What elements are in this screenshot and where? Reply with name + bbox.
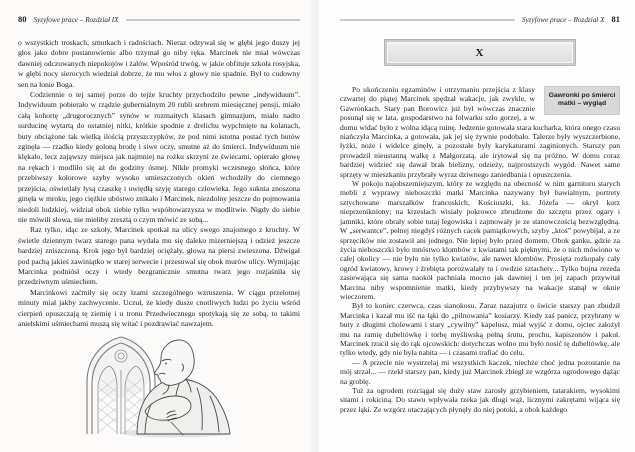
left-running-title: Syzyfowe prace – Rozdział IX	[33, 15, 119, 24]
left-page-number: 80	[18, 14, 27, 24]
paragraph: Raz tylko, idąc ze szkoły, Marcinek spotkał na ulicy swego znajomego z kruchty. W świetle dziennym twarz starego pana wydała mu się daleko mizerniejszą i odzież jeszcze bardziej zniszczoną. Krok jego był bardziej ociężały, głowa na piersi zwieszona. Dźwigał pod pachą jakieś zawiniątko w starej serwecie i przesuwał się obok murów ulicy. Wymijając Marcinka podniósł oczy i wtedy bezgranicznie smutna twarz jego rozjaśniła się przedziwnym uśmiechem.	[18, 225, 300, 287]
right-page-number: 81	[611, 14, 620, 24]
paragraph: Był to koniec czerwca, czas sianokosu. Zaraz nazajutrz o świcie starszy pan zbudził Marcinka i kazał mu iść na łąki do „pilnowania” kosiarzy. Kiedy zaś panicz, przybrany w buty z długimi cholewami i stary „cywilny” kapelusz, miał wyjść z domu, ojciec założył mu na ramię dubeltówkę i torbę myśliwską pełną śrutu, prochu, kapiszonów i pakuł. Marcinek rzucił się do rąk ojcowskich: dotychczas wolno mu było nosić tę dubeltówkę, ale tylko wtedy, gdy nie była nabita — i czasami trafiać do celu.	[340, 301, 620, 358]
paragraph: — A przecie nie wystrzelaj mi wszystkich kaczek, niechże choć jedna pozostanie na mój strzał... — rzekł starszy pan, kiedy już Marcinek zbiegł ze wzgórza ogrodowego dążąc na groblę.	[340, 357, 620, 386]
paragraph: Codziennie o tej samej porze do tejże kruchty przychodziło pewne „indywiduum”. Indywiduum pobierało w rządzie gubernialnym 20 rubli srebrem miesięcznej pensji, miało całą kohortę „drugorocznych” synów w rozmaitych klasach gimnazjum, miało nadto surducinę wytartą do ostatniej nitki, krótkie spodnie z drelichu wypchnięte na kolanach, buty obciążone tak wielką ilością przyszczypków, że pod nimi istotna postać tych butów zginęła — rzadko kiedy goloną brodę i siwe oczy, smutne aż do śmierci. Indywiduum nie klękało, lecz zająwszy miejsca jak najmniej na rożku skrzyni ze świecami, opierało głowę na rękach i modliło się aż do godziny ósmej. Nikłe promyki wczesnego słońca, które przebiwszy kolorowe szyby wysoko umieszczonych okien wchodziły do ciemnego przejścia, oświetlały łysą czaszkę i uwiędłą szyję starego człowieka. Jego suknia znoszona ginęła w mroku, jego ciężkie ubóstwo znikało i Marcinek, niezdolny jeszcze do pojmowania niedoli ludzkiej, widział obok siebie tylko współtowarzysza w modlitwie. Nigdy do siebie nie mówili słowa, nie mieliby zresztą o czym mówić ze sobą...	[18, 90, 300, 224]
left-page-body	[18, 38, 300, 329]
chapter-heading-box	[384, 39, 576, 66]
right-running-title: Syzyfowe prace – Rozdział X	[521, 15, 605, 24]
right-page	[318, 0, 635, 452]
old-man-gothic-window-illustration	[78, 334, 240, 439]
header-rule	[340, 19, 515, 21]
paragraph: Po ukończeniu egzaminów i otrzymaniu przejścia z klasy czwartej do piątej Marcinek spędzał wakacje, jak zwykle, w Gawronkach. Stary pan Borowicz już był wówczas znacznie posunął się w lata, gospodarstwo na folwarku szło gorzej, a w domu widać było z wolna idącą ruinę. Jedzenie gotowała stara kucharka, która onego czasu niańczyła Marcinka, a gotowała, jak jej się żywnie podobało. Talerze były wyszczerbione, łyżki, noże i widelce ginęły, a pozostałe były karykaturami zaginionych. Starszy pan prowadził nieustanną walkę z Małgorzatą, ale irytował się na próżno. W domu coraz bardziej widzieć się dawał brak bielizny, odzieży, najprostszych wygód. Nawet same sprzęty w mieszkaniu przybrały wyraz dziwnego zaniedbania i opuszczenia.	[340, 85, 620, 179]
paragraph: W pokoju najobszerniejszym, który ze względu na obecność w nim garnituru starych mebli z wyprawy nieboszczki matki Marcinka nazywany był bawialnym, portrety sztychowane marszałków francuskich, Kościuszki, ks. Józefa — okrył kurz nieprzenikniony; na krzesłach wisiały pokrowce zbrudzone do szczętu przez ogary i jamniki, które obrały sobie tutaj legowiska i zajmowały je ze stanowczością bezwzględną. W „serwantce”, pełnej niegdyś różnych cacek pamiątkowych, szyby „ktoś” powybijał, a ze sprzęcików nie zostawił ani jednego. Nie lepiej było przed domem. Obok ganku, gdzie za życia nieboszczki było mnóstwo klombów z kwiatami tak pięknymi, że o nich mówiono w całej okolicy — nie było nie tylko kwiatów, ale nawet klombów. Prosięta rozkopały cały ogród kwiatowy, krowy i źrebięta porozwalały tu i owdzie sztachety... Tylko bujna rezeda zasiewająca się sama naokół pachniała mocno jak dawniej i ten jej zapach przywitał Marcina niby wspomnienie matki, kiedy przybywszy na wakacje stanął w oknie wieczorem.	[340, 179, 620, 301]
header-rule	[126, 19, 300, 21]
chapter-number: X	[387, 42, 573, 63]
margin-note: Gawronki po śmierci matki – wygląd	[544, 86, 620, 115]
paragraph: o wszystkich troskach, smutkach i radościach. Nieraz odzywał się w głębi jego duszy jej głos jako dobre postanowienie albo trzymał go niby ręka. Marcinek nie miał wówczas dawniej odczuwanych niepokojów i żalów. Wpośród trwóg, w jakie obfituje szkoła rosyjska, w głębi nocy sierocych wiedział dobrze, że mu włos z głowy nie spadnie. Był to cudowny sen na łonie Boga.	[18, 38, 300, 89]
right-page-body	[340, 85, 620, 414]
paragraph: Tuż za ogrodem rozciągał się duży staw zarosły grzybieniem, tatarakiem, wysokimi sitami i rokiciną. Do stawu wpływała rzeka jak długi wąż, licznymi zakrętami wijąca się przez łąki. Ze wzgórz otaczających płynęły do niej potoki, a obok każdego	[340, 386, 620, 414]
left-running-header	[18, 14, 300, 25]
paragraph: Marcinkowi zaćmiły się oczy łzami szczególnego wzruszenia. W ciągu przelotnej minuty miał jakby zachwycenie. Uczuł, że kiedy dusze cnotliwych ludzi po życiu wśród cierpień opuszczają tę ziemię i u tronu Przedwiecznego spotykają się ze sobą, to takimi anielskimi uśmiechami muszą się witać i pozdrawiać nawzajem.	[18, 287, 300, 328]
right-page-paragraphs	[340, 85, 620, 414]
right-running-header	[340, 14, 620, 25]
